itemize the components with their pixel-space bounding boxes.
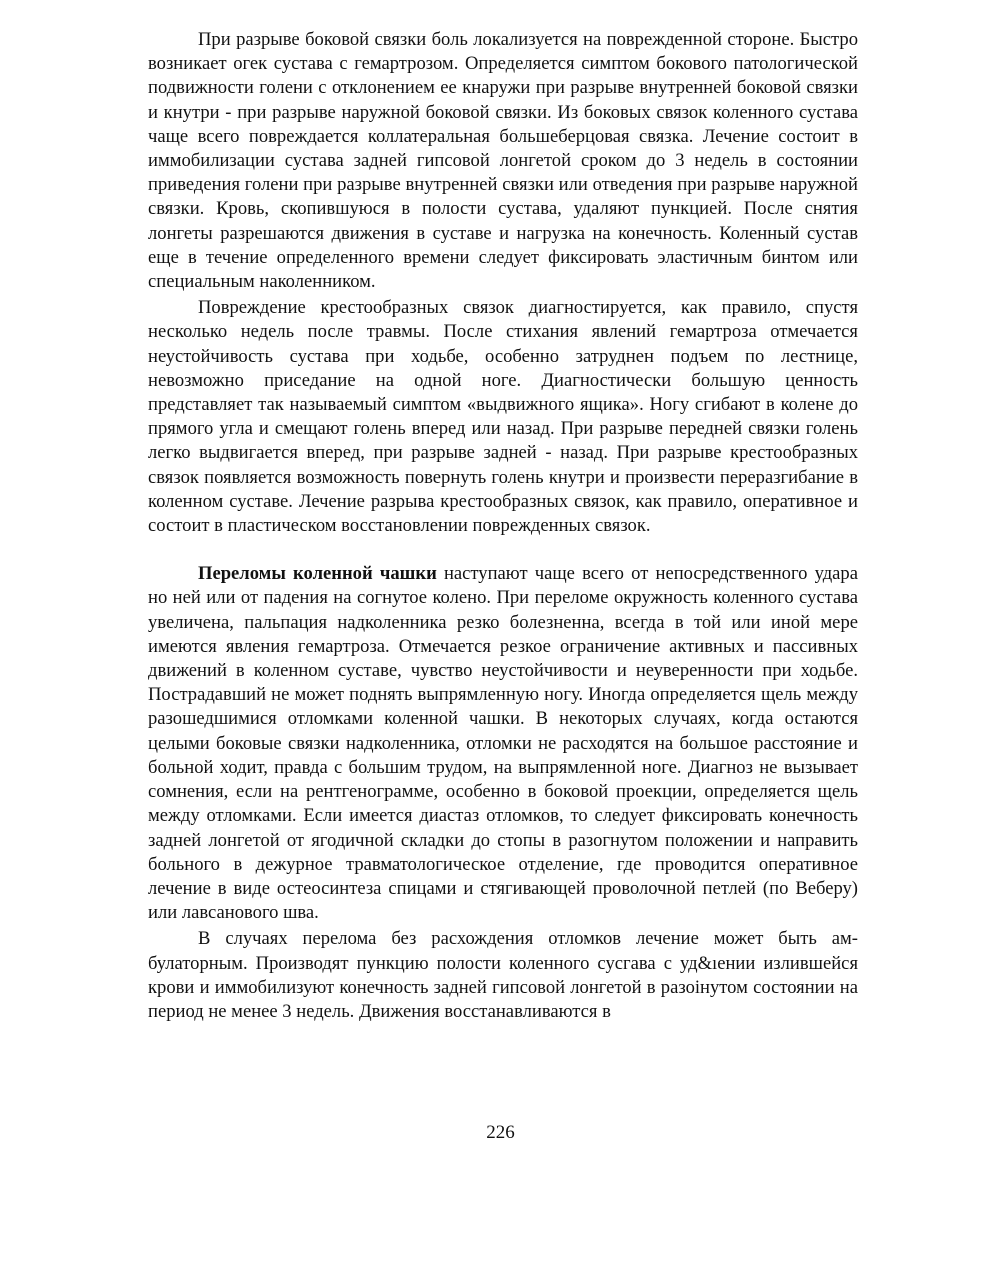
paragraph-text: Повреждение крестообразных связок диагностируется, как правило, спустя несколько недель после травмы. После стихания явлений гемартроза отмечается неустойчивость сустава при ходьбе, особенно затруднен подъем по лестнице, невозможно приседание на одной ноге. Диагностически большую ценность представляет так называемый симптом «выдвижного ящика». Ногу сгибают в колене до прямого угла и смещают голень вперед или назад. При разрыве передней связки голень легко выдвигается вперед, при разрыве задней - назад. При разрыве крестообразных связок появляется возможность повернуть голень кнутри и произвести переразгибание в коленном суставе. Лечение разрыва крестообразных связок, как правило, оперативное и состоит в пластическом восстановлении поврежденных связок. [148, 297, 858, 537]
document-page [148, 28, 858, 1024]
paragraph-non-displaced-fracture [148, 927, 858, 1024]
section-spacer [148, 538, 858, 562]
paragraph-patella-fractures [148, 562, 858, 925]
paragraph-cruciate-ligaments [148, 296, 858, 538]
paragraph-text: При разрыве боковой связки боль локализуется на поврежденной стороне. Быстро возникает огек сустава с гемартрозом. Определяется симптом бокового патологической подвижности голени с отклонением ее кнаружи при разрыве внутренней боковой связки и кнутри - при разрыве наружной боковой связки. Из боковых связок коленного сустава чаще всего повреждается коллатеральная большеберцовая связка. Лечение состоит в иммобилизации сустава задней гипсовой лонгетой сроком до 3 недель в состоянии приведения голени при разрыве внутренней связки или отведения при разрыве наружной связки. Кровь, скопившуюся в полости сустава, удаляют пункцией. После снятия лонгеты разрешаются движения в суставе и нагрузка на конечность. Коленный сустав еще в течение определенного времени следует фиксировать эластичным бинтом или специальным наколенником. [148, 29, 858, 293]
page-number: 226 [486, 1122, 515, 1143]
paragraph-lateral-ligament [148, 28, 858, 294]
section-heading-lead: Переломы коленной чашки [198, 563, 437, 585]
paragraph-text: В случаях перелома без расхождения отломков лечение может быть амбулаторным. Производят пункцию полости коленного сусгава с уд&ıении излившейся крови и иммобилизуют конечность задней гипсовой лонгетой в разоiнутом состоянии на период не менее 3 недель. Движения восстанавливаются в [148, 928, 858, 1022]
paragraph-text: наступают чаще всего от непосредственного удара но ней или от падения на согнутое колено. При переломе окружность коленного сустава увеличена, пальпация надколенника резко болезненна, всегда в той или иной мере имеются явления гемартроза. Отмечается резкое ограничение активных и пассивных движений в коленном суставе, чувство неустойчивости и неуверенности при ходьбе. Пострадавший не может поднять выпрямленную ногу. Иногда определяется щель между разошедшимися отломками коленной чашки. В некоторых случаях, когда остаются целыми боковые связки надколенника, отломки не расходятся на большое расстояние и больной ходит, правда с большим трудом, на выпрямленной ноге. Диагноз не вызывает сомнения, если на рентгенограмме, особенно в боковой проекции, определяется щель между отломками. Если имеется диастаз отломков, то следует фиксировать конечность задней лонгетой от ягодичной складки до стопы в разогнутом положении и направить больного в дежурное травматологическое отделение, где проводится оперативное лечение в виде остеосинтеза спицами и стягивающей проволочной петлей (по Веберу) или лавсанового шва. [148, 563, 858, 924]
